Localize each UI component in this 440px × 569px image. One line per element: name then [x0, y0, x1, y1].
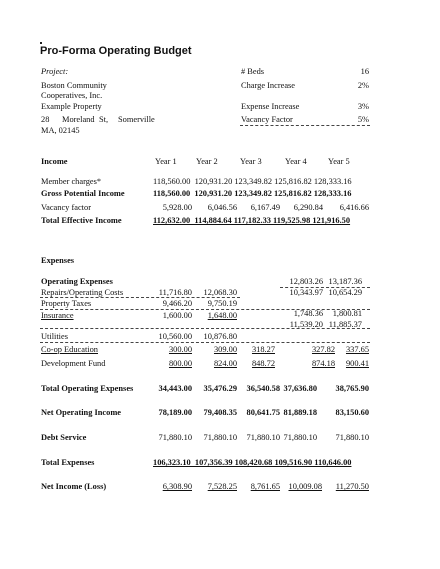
member-charges-values: 118,560.00 120,931.20 123,349.82 125,816.82 128,333.16 — [153, 177, 352, 186]
repairs-y2: 12,068.30 — [203, 288, 237, 297]
address-city: Somerville — [118, 115, 155, 124]
repairs-rule — [40, 297, 240, 298]
debt-y4: 71,880.10 — [283, 433, 317, 442]
address-suffix: St, — [99, 115, 109, 124]
utilities-y1: 10,560.00 — [158, 332, 192, 341]
param-beds-label: # Beds — [241, 67, 265, 76]
vacancy-underline — [240, 125, 370, 126]
address-number: 28 — [41, 115, 50, 124]
param-charge-value: 2% — [357, 81, 369, 90]
noi-y1: 78,189.00 — [158, 408, 192, 417]
operating-y4: 12,803.26 — [289, 277, 323, 286]
noi-y4: 81,889.18 — [283, 408, 317, 417]
development-fund-label: Development Fund — [41, 359, 106, 368]
vacancy-y2: 6,046.56 — [207, 203, 237, 212]
debt-y5: 71,880.10 — [335, 433, 369, 442]
total-opex-y3: 36,540.58 — [246, 384, 280, 393]
dev-y2: 824.00 — [213, 359, 237, 368]
repairs-y4: 10,343.97 — [289, 288, 323, 297]
insurance-y5: 1,800.81 — [332, 309, 362, 318]
total-opex-y1: 34,443.00 — [158, 384, 192, 393]
taxes-y1: 9,466.20 — [162, 299, 192, 308]
param-vacancy-value: 5% — [357, 115, 369, 124]
net-y2: 7,528.25 — [207, 482, 237, 491]
param-charge-label: Charge Increase — [241, 81, 296, 90]
coop-y1: 300.00 — [168, 345, 192, 354]
dev-y3: 848.72 — [251, 359, 275, 368]
year-2: Year 2 — [196, 157, 218, 166]
noi-label: Net Operating Income — [41, 408, 122, 417]
year-3: Year 3 — [240, 157, 262, 166]
total-opex-y4: 37,636.80 — [283, 384, 317, 393]
debt-y3: 71,880.10 — [246, 433, 280, 442]
noi-y2: 79,408.35 — [203, 408, 237, 417]
total-expenses-values: 106,323.10 107,356.39 108,420.68 109,516.90 110,646.00 — [153, 458, 352, 467]
project-label: Project: — [41, 67, 69, 76]
member-charges-label: Member charges* — [41, 177, 102, 186]
taxes-y2: 9,750.19 — [207, 299, 237, 308]
debt-y2: 71,880.10 — [203, 433, 237, 442]
coop-y4: 327.82 — [311, 345, 335, 354]
address-state-zip: MA, 02145 — [41, 126, 80, 135]
utilities-label: Utilities — [41, 332, 68, 341]
utilities-rule — [40, 342, 370, 343]
year-5: Year 5 — [328, 157, 350, 166]
dev-y4: 874.18 — [311, 359, 335, 368]
net-y5: 11,270.50 — [335, 482, 369, 491]
param-beds-value: 16 — [360, 67, 369, 76]
noi-y5: 83,150.60 — [335, 408, 369, 417]
repairs-label: Repairs/Operating Costs — [41, 288, 124, 297]
coop-y2: 309.00 — [213, 345, 237, 354]
vacancy-y4: 6,290.84 — [293, 203, 323, 212]
noi-y3: 80,641.75 — [246, 408, 280, 417]
coop-education-label: Co-op Education — [41, 345, 98, 354]
debt-service-label: Debt Service — [41, 433, 87, 442]
insurance-rule — [40, 328, 370, 329]
page-title: Pro-Forma Operating Budget — [40, 45, 192, 57]
total-expenses-label: Total Expenses — [41, 458, 95, 467]
vacancy-y1: 5,928.00 — [162, 203, 192, 212]
project-name-line1: Boston Community — [41, 81, 107, 90]
utilities-y2: 10,876.80 — [203, 332, 237, 341]
net-y3: 8,761.65 — [250, 482, 280, 491]
coop-y5: 337.65 — [345, 345, 369, 354]
gross-income-values: 118,560.00 120,931.20 123,349.82 125,816.82 128,333.16 — [153, 189, 352, 198]
net-y1: 6,308.90 — [162, 482, 192, 491]
dev-y5: 900.41 — [345, 359, 369, 368]
param-expense-value: 3% — [357, 102, 369, 111]
gross-income-label: Gross Potential Income — [41, 189, 125, 198]
vacancy-y5: 6,416.66 — [339, 203, 369, 212]
operating-expenses-label: Operating Expenses — [41, 277, 113, 286]
net-y4: 10,009.08 — [288, 482, 322, 491]
dev-y1: 800.00 — [168, 359, 192, 368]
total-opex-y5: 38,765.90 — [335, 384, 369, 393]
insurance-y2: 1,648.00 — [207, 311, 237, 320]
coop-y3: 318.27 — [251, 345, 275, 354]
year-4: Year 4 — [285, 157, 307, 166]
total-opex-label: Total Operating Expenses — [41, 384, 134, 393]
vacancy-factor-label: Vacancy factor — [41, 203, 91, 212]
vacancy-y3: 6,167.49 — [250, 203, 280, 212]
effective-income-values: 112,632.00 114,884.64 117,182.33 119,525.98 121,916.50 — [153, 216, 351, 225]
project-name-line2: Cooperatives, Inc. — [41, 91, 103, 100]
property-taxes-label: Property Taxes — [41, 299, 92, 308]
insurance-y1: 1,600.00 — [162, 311, 192, 320]
insurance-label: Insurance — [41, 311, 74, 320]
debt-y1: 71,880.10 — [158, 433, 192, 442]
repairs-y5: 10,654.29 — [328, 288, 362, 297]
insurance-extra-y5: 11,885.37 — [328, 320, 362, 329]
project-property: Example Property — [41, 102, 102, 111]
repairs-y1: 11,716.80 — [158, 288, 192, 297]
corner-mark — [40, 42, 42, 44]
expenses-header: Expenses — [41, 256, 75, 265]
net-income-label: Net Income (Loss) — [41, 482, 107, 491]
total-opex-y2: 35,476.29 — [203, 384, 237, 393]
year-1: Year 1 — [155, 157, 177, 166]
effective-income-label: Total Effective Income — [41, 216, 122, 225]
operating-y5: 13,187.36 — [328, 277, 362, 286]
insurance-extra-y4: 11,539.20 — [289, 320, 323, 329]
param-expense-label: Expense Increase — [241, 102, 300, 111]
param-vacancy-label: Vacancy Factor — [241, 115, 293, 124]
address-street: Moreland — [62, 115, 95, 124]
income-header: Income — [41, 157, 68, 166]
insurance-y4: 1,748.36 — [293, 309, 323, 318]
